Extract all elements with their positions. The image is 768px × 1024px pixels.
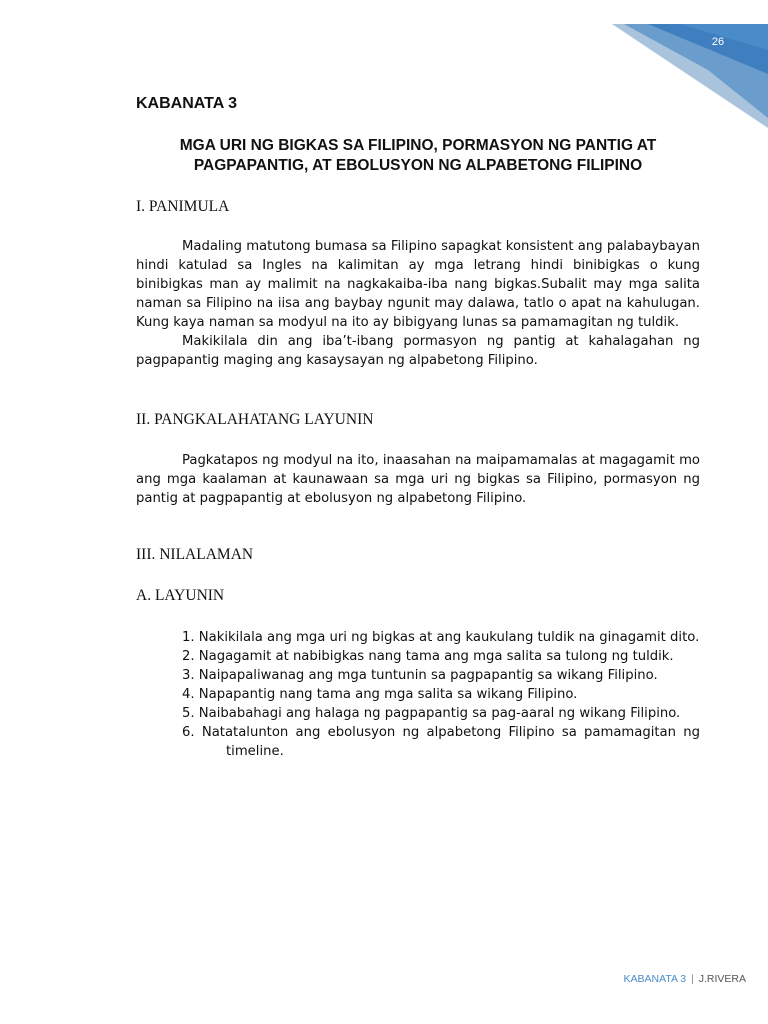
list-item: 5. Naibabahagi ang halaga ng pagpapantig sa pag-aaral ng wikang Filipino. (182, 706, 681, 721)
objectives-list (182, 628, 700, 761)
title-line: MGA URI NG BIGKAS SA FILIPINO, PORMASYON NG PANTIG AT (179, 137, 657, 154)
general-objective-text (136, 451, 700, 508)
page-footer (622, 973, 746, 985)
document-title (136, 136, 700, 176)
subsection-heading-layunin: A. LAYUNIN (136, 587, 225, 604)
footer-author: J.RIVERA (698, 973, 746, 985)
section-heading-nilalaman: III. NILALAMAN (136, 546, 254, 563)
corner-decoration (588, 0, 768, 130)
list-item: 4. Napapantig nang tama ang mga salita sa wikang Filipino. (182, 687, 578, 702)
page-number: 26 (711, 36, 725, 48)
intro-text (136, 237, 700, 370)
intro-paragraph: Makikilala din ang iba’t-ibang pormasyon ng pantig at kahalagahan ng pagpapantig maging ang kasaysayan ng alpabetong Filipino. (136, 334, 700, 368)
footer-separator: | (691, 973, 694, 985)
section-heading-layunin: II. PANGKALAHATANG LAYUNIN (136, 411, 374, 428)
list-item: 2. Nagagamit at nabibigkas nang tama ang mga salita sa tulong ng tuldik. (182, 649, 674, 664)
title-line: PAGPAPANTIG, AT EBOLUSYON NG ALPABETONG FILIPINO (193, 157, 643, 174)
section-heading-panimula: I. PANIMULA (136, 198, 230, 215)
intro-paragraph: Madaling matutong bumasa sa Filipino sapagkat konsistent ang palabaybayan hindi katulad sa Ingles na kalimitan ay mga letrang hindi binibigkas o kung binibigkas man ay malimit na nagkakaiba-iba nang bigkas.Subalit may mga salita naman sa Filipino na iisa ang baybay ngunit may dalawa, tatlo o apat na kahulugan. Kung kaya naman sa modyul na ito ay bibigyang lunas sa pamamagitan ng tuldik. (136, 239, 700, 330)
chapter-label: KABANATA 3 (136, 95, 238, 112)
list-item: 3. Naipapaliwanag ang mga tuntunin sa pagpapantig sa wikang Filipino. (182, 668, 658, 683)
list-item: 6. Natatalunton ang ebolusyon ng alpabetong Filipino sa pamamagitan ng timeline. (182, 725, 700, 759)
general-objective-paragraph: Pagkatapos ng modyul na ito, inaasahan na maipamamalas at magagamit mo ang mga kaalaman at kaunawaan sa mga uri ng bigkas sa Filipino, pormasyon ng pantig at pagpapantig at ebolusyon ng alpabetong Filipino. (136, 453, 700, 506)
footer-chapter: KABANATA 3 (623, 973, 687, 985)
list-item: 1. Nakikilala ang mga uri ng bigkas at ang kaukulang tuldik na ginagamit dito. (182, 630, 700, 645)
